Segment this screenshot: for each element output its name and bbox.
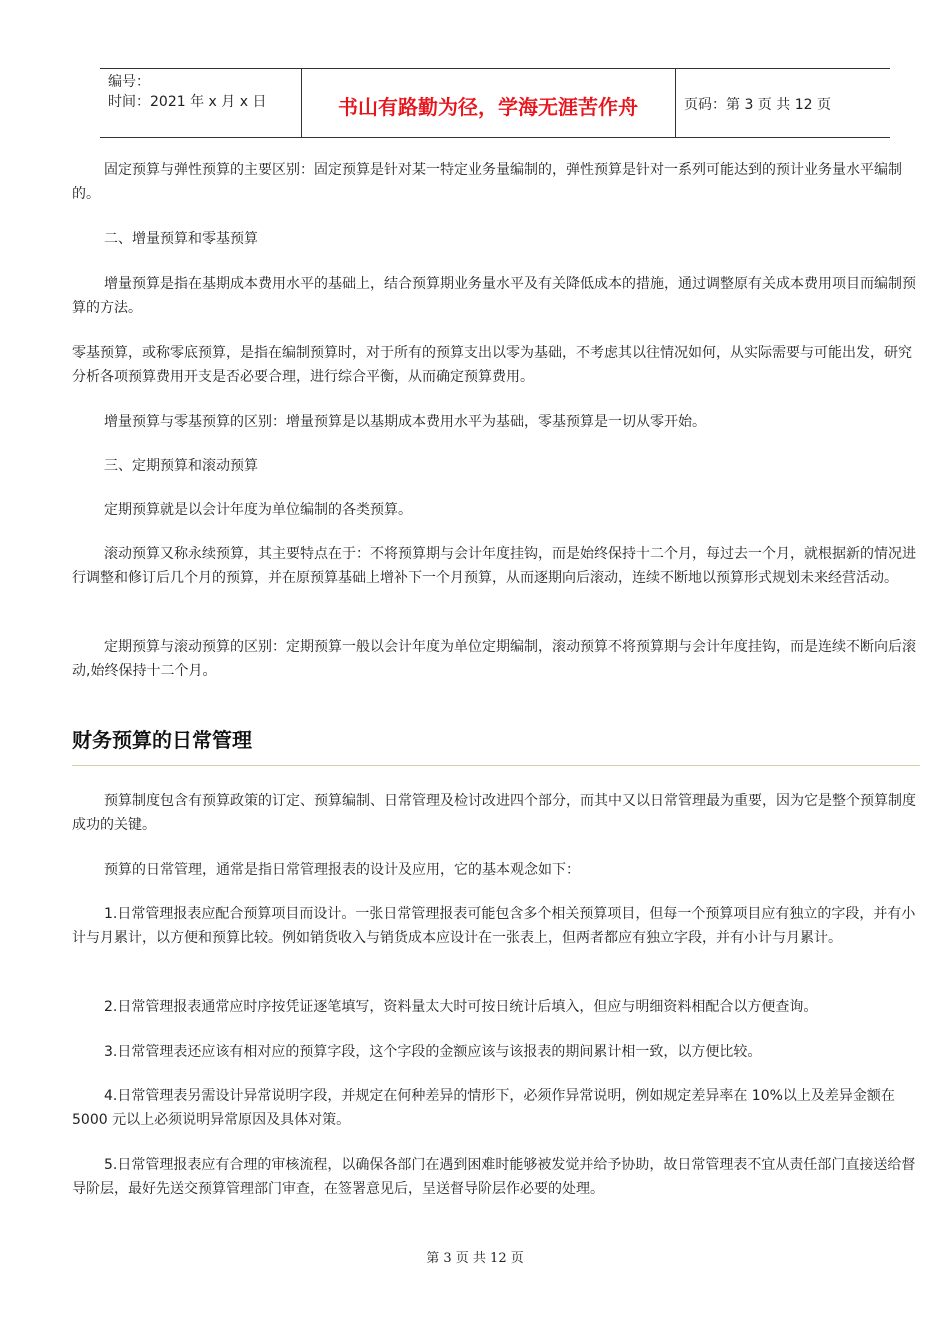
header-meta-cell bbox=[100, 69, 302, 137]
time-label: 时间：2021 年 x 月 x 日 bbox=[108, 94, 267, 110]
paragraph-fixed-vs-flexible: 固定预算与弹性预算的主要区别：固定预算是针对某一特定业务量编制的，弹性预算是针对一系列可能达到的预计业务量水平编制的。 bbox=[72, 162, 902, 202]
header-page-cell bbox=[676, 69, 890, 137]
list-item-4: 4.日常管理表另需设计异常说明字段，并规定在何种差异的情形下，必须作异常说明，例如规定差异率在 10%以上及差异金额在 5000 元以上必须说明异常原因及具体对策。 bbox=[72, 1088, 895, 1128]
paragraph-budget-system: 预算制度包含有预算政策的订定、预算编制、日常管理及检讨改进四个部分，而其中又以日常管理最为重要，因为它是整个预算制度成功的关键。 bbox=[72, 793, 916, 833]
section-heading: 财务预算的日常管理 bbox=[72, 728, 252, 752]
heading-divider bbox=[72, 765, 920, 766]
paragraph-periodic-budget: 定期预算就是以会计年度为单位编制的各类预算。 bbox=[104, 502, 412, 518]
paragraph-periodic-vs-rolling: 定期预算与滚动预算的区别：定期预算一般以会计年度为单位定期编制，滚动预算不将预算期与会计年度挂钩，而是连续不断向后滚动,始终保持十二个月。 bbox=[72, 639, 916, 679]
paragraph-incremental-budget: 增量预算是指在基期成本费用水平的基础上，结合预算期业务量水平及有关降低成本的措施，通过调整原有关成本费用项目而编制预算的方法。 bbox=[72, 276, 916, 316]
section-title-incremental-zero-based: 二、增量预算和零基预算 bbox=[104, 231, 258, 247]
header-motto-cell bbox=[301, 69, 676, 137]
paragraph-incremental-vs-zero: 增量预算与零基预算的区别：增量预算是以基期成本费用水平为基础，零基预算是一切从零开始。 bbox=[104, 414, 706, 430]
paragraph-zero-based-budget: 零基预算，或称零底预算，是指在编制预算时，对于所有的预算支出以零为基础，不考虑其以往情况如何，从实际需要与可能出发，研究分析各项预算费用开支是否必要合理，进行综合平衡，从而确定预算费用。 bbox=[72, 345, 912, 385]
page-header bbox=[100, 68, 890, 138]
page-code: 页码：第 3 页 共 12 页 bbox=[684, 97, 831, 113]
paragraph-rolling-budget: 滚动预算又称永续预算，其主要特点在于：不将预算期与会计年度挂钩，而是始终保持十二个月，每过去一个月，就根据新的情况进行调整和修订后几个月的预算，并在原预算基础上增补下一个月预算，从而逐期向后滚动，连续不断地以预算形式规划未来经营活动。 bbox=[72, 546, 916, 586]
list-item-5: 5.日常管理报表应有合理的审核流程，以确保各部门在遇到困难时能够被发觉并给予协助，故日常管理表不宜从责任部门直接送给督导阶层，最好先送交预算管理部门审查，在签署意见后，呈送督导阶层作必要的处理。 bbox=[72, 1157, 916, 1197]
list-item-3: 3.日常管理表还应该有相对应的预算字段，这个字段的金额应该与该报表的期间累计相一致，以方便比较。 bbox=[104, 1044, 762, 1060]
list-item-1: 1.日常管理报表应配合预算项目而设计。一张日常管理报表可能包含多个相关预算项目，但每一个预算项目应有独立的字段，并有小计与月累计，以方便和预算比较。例如销货收入与销货成本应设计在一张表上，但两者都应有独立字段，并有小计与月累计。 bbox=[72, 906, 916, 946]
page-footer: 第 3 页 共 12 页 bbox=[426, 1251, 524, 1266]
paragraph-daily-management: 预算的日常管理，通常是指日常管理报表的设计及应用，它的基本观念如下： bbox=[104, 862, 580, 878]
number-label: 编号： bbox=[108, 74, 150, 90]
motto-text: 书山有路勤为径，学海无涯苦作舟 bbox=[338, 95, 638, 119]
section-title-periodic-rolling: 三、定期预算和滚动预算 bbox=[104, 458, 258, 474]
list-item-2: 2.日常管理报表通常应时序按凭证逐笔填写，资料量太大时可按日统计后填入，但应与明细资料相配合以方便查询。 bbox=[104, 999, 818, 1015]
